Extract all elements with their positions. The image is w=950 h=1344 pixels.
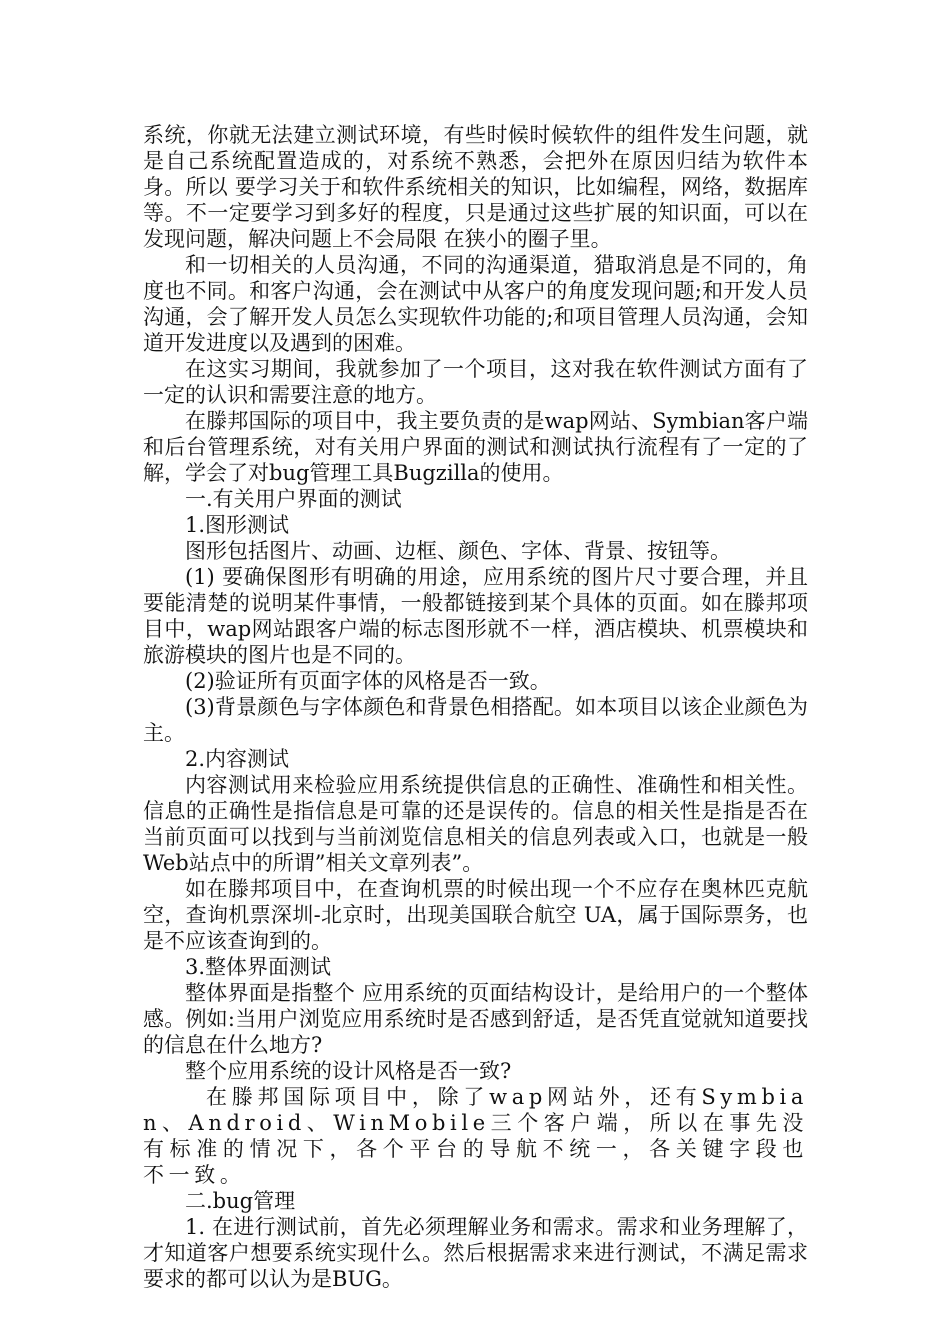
paragraph-graphics-item-2: (2)验证所有页面字体的风格是否一致。 (185, 669, 551, 693)
paragraph-content-testing: 内容测试用来检验应用系统提供信息的正确性、准确性和相关性。信息的正确性是指信息是可靠的还是误传的。信息的相关性是指是否在当前页面可以找到与当前浏览信息相关的信息列表或入口，也就是一般Web站点中的所谓”相关文章列表”。 (143, 773, 808, 875)
subsection-heading-overall-ui-testing: 3.整体界面测试 (185, 955, 332, 979)
paragraph-graphics-item-1: (1) 要确保图形有明确的用途，应用系统的图片尺寸要合理，并且要能清楚的说明某件事情，一般都链接到某个具体的页面。如在滕邦项目中，wap网站跟客户端的标志图形就不一样，酒店模块、机票模块和旅游模块的图片也是不同的。 (143, 565, 808, 667)
paragraph-responsibilities: 在滕邦国际的项目中，我主要负责的是wap网站、Symbian客户端和后台管理系统，对有关用户界面的测试和测试执行流程有了一定的了解，学会了对bug管理工具Bugzilla的使用。 (143, 409, 808, 485)
paragraph-system-knowledge: 系统，你就无法建立测试环境，有些时候时候软件的组件发生问题，就是自己系统配置造成的，对系统不熟悉，会把外在原因归结为软件本身。所以 要学习关于和软件系统相关的知识，比如编程，网络，数据库等。不一定要学习到多好的程度，只是通过这些扩展的知识面，可以在发现问题，解决问题上不会局限 在狭小的圈子里。 (143, 123, 808, 251)
subsection-heading-graphics-testing: 1.图形测试 (185, 513, 290, 537)
section-heading-ui-testing: 一.有关用户界面的测试 (185, 487, 402, 511)
paragraph-graphics-definition: 图形包括图片、动画、边框、颜色、字体、背景、按钮等。 (185, 539, 731, 563)
paragraph-style-consistency: 整个应用系统的设计风格是否一致? (185, 1059, 512, 1083)
paragraph-graphics-item-3: (3)背景颜色与字体颜色和背景色相搭配。如本项目以该企业颜色为主。 (143, 695, 808, 745)
paragraph-internship-project: 在这实习期间，我就参加了一个项目，这对我在软件测试方面有了一定的认识和需要注意的地方。 (143, 357, 808, 407)
subsection-heading-content-testing: 2.内容测试 (185, 747, 290, 771)
paragraph-overall-ui: 整体界面是指整个 应用系统的页面结构设计，是给用户的一个整体感。例如:当用户浏览应用系统时是否感到舒适，是否凭直觉就知道要找的信息在什么地方? (143, 981, 808, 1057)
document-body (143, 122, 808, 1292)
section-heading-bug-management: 二.bug管理 (185, 1189, 296, 1213)
paragraph-platform-example: 在滕邦国际项目中，除了wap网站外，还有Symbian、Android、WinMobile三个客户端，所以在事先没有标准的情况下，各个平台的导航不统一，各关键字段也不一致。 (143, 1085, 808, 1187)
paragraph-bug-management-1: 1. 在进行测试前，首先必须理解业务和需求。需求和业务理解了，才知道客户想要系统实现什么。然后根据需求来进行测试，不满足需求要求的都可以认为是BUG。 (143, 1215, 808, 1291)
paragraph-communication: 和一切相关的人员沟通，不同的沟通渠道，猎取消息是不同的，角度也不同。和客户沟通，会在测试中从客户的角度发现问题;和开发人员沟通，会了解开发人员怎么实现软件功能的;和项目管理人员沟通，会知道开发进度以及遇到的困难。 (143, 253, 808, 355)
paragraph-content-example: 如在滕邦项目中，在查询机票的时候出现一个不应存在奥林匹克航空，查询机票深圳-北京时，出现美国联合航空 UA，属于国际票务，也是不应该查询到的。 (143, 877, 808, 953)
